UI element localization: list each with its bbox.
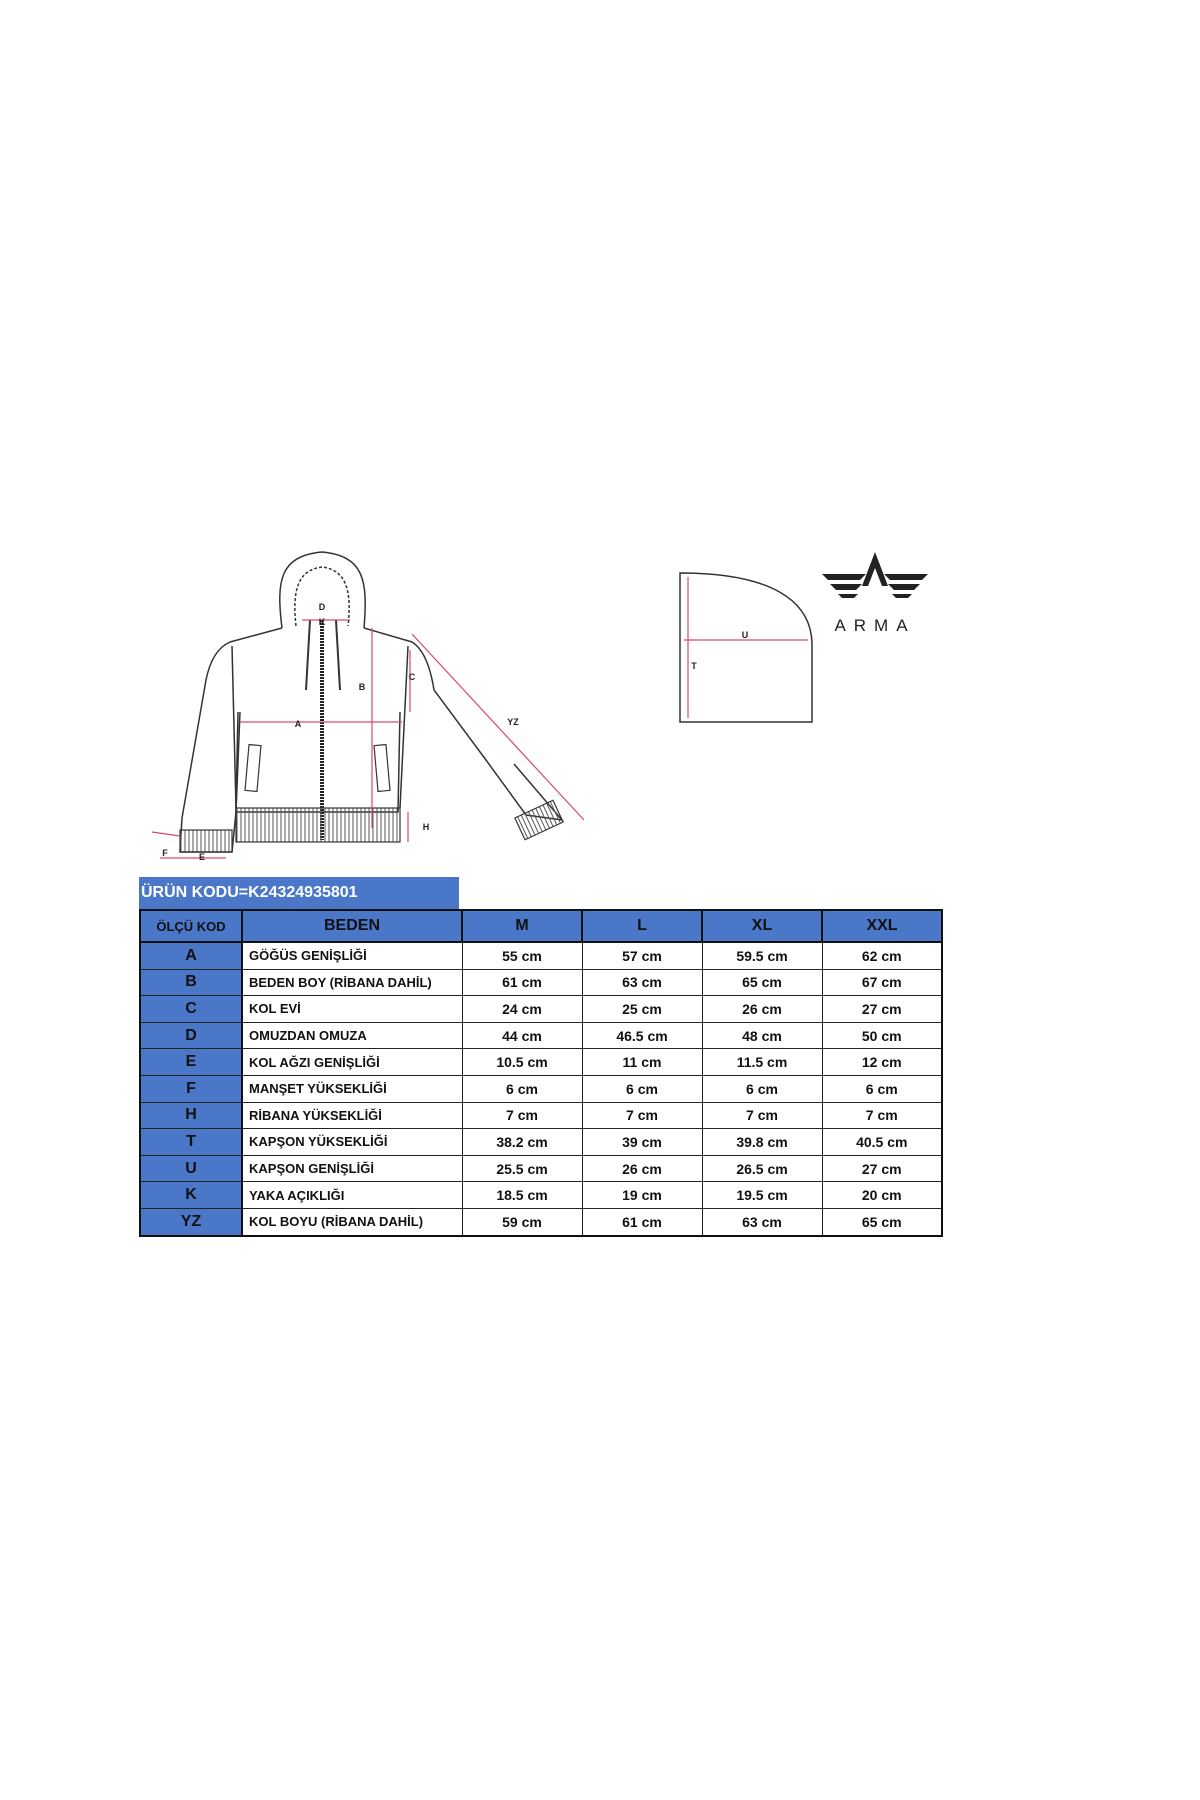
arma-wings-icon xyxy=(820,548,930,612)
measure-name-cell: OMUZDAN OMUZA xyxy=(242,1022,462,1049)
label-h: H xyxy=(422,822,430,832)
measure-value-cell: 19 cm xyxy=(582,1182,702,1209)
header-size-m: M xyxy=(462,910,582,942)
logo-text: ARMA xyxy=(834,616,916,635)
measure-value-cell: 46.5 cm xyxy=(582,1022,702,1049)
measure-name-cell: GÖĞÜS GENİŞLİĞİ xyxy=(242,942,462,969)
measure-value-cell: 11 cm xyxy=(582,1049,702,1076)
measure-code-cell: D xyxy=(140,1022,242,1049)
hood-flat-diagram xyxy=(680,573,812,722)
measure-code-cell: B xyxy=(140,969,242,996)
measure-code-cell: C xyxy=(140,996,242,1023)
measure-value-cell: 10.5 cm xyxy=(462,1049,582,1076)
left-cuff-rib xyxy=(180,830,232,852)
measure-value-cell: 65 cm xyxy=(822,1208,942,1235)
label-k: K xyxy=(318,617,326,627)
measure-code-cell: U xyxy=(140,1155,242,1182)
measure-value-cell: 26 cm xyxy=(582,1155,702,1182)
measure-value-cell: 12 cm xyxy=(822,1049,942,1076)
measure-value-cell: 25 cm xyxy=(582,996,702,1023)
label-f: F xyxy=(162,848,168,858)
measure-value-cell: 6 cm xyxy=(702,1075,822,1102)
measure-value-cell: 25.5 cm xyxy=(462,1155,582,1182)
measure-value-cell: 39.8 cm xyxy=(702,1129,822,1156)
label-c: C xyxy=(408,672,416,682)
header-olcu-kod: ÖLÇÜ KOD xyxy=(140,910,242,942)
pocket-right xyxy=(374,745,390,792)
drawstring-right xyxy=(336,620,340,690)
measure-value-cell: 7 cm xyxy=(702,1102,822,1129)
measure-value-cell: 7 cm xyxy=(822,1102,942,1129)
measure-value-cell: 57 cm xyxy=(582,942,702,969)
measure-name-cell: KOL BOYU (RİBANA DAHİL) xyxy=(242,1208,462,1235)
label-b: B xyxy=(358,682,366,692)
measure-code-cell: F xyxy=(140,1075,242,1102)
measure-value-cell: 39 cm xyxy=(582,1129,702,1156)
measure-value-cell: 26.5 cm xyxy=(702,1155,822,1182)
hoodie-measurement-diagram xyxy=(0,0,1200,880)
table-row xyxy=(140,969,942,996)
label-u: U xyxy=(741,630,749,640)
pocket-left xyxy=(245,745,261,792)
measure-value-cell: 61 cm xyxy=(582,1208,702,1235)
measure-value-cell: 65 cm xyxy=(702,969,822,996)
table-row xyxy=(140,1155,942,1182)
measure-value-cell: 11.5 cm xyxy=(702,1049,822,1076)
measure-name-cell: MANŞET YÜKSEKLİĞİ xyxy=(242,1075,462,1102)
table-row xyxy=(140,1102,942,1129)
measure-value-cell: 61 cm xyxy=(462,969,582,996)
table-body xyxy=(140,942,942,1236)
measure-value-cell: 38.2 cm xyxy=(462,1129,582,1156)
measure-value-cell: 18.5 cm xyxy=(462,1182,582,1209)
measure-code-cell: H xyxy=(140,1102,242,1129)
measure-value-cell: 67 cm xyxy=(822,969,942,996)
measure-code-cell: A xyxy=(140,942,242,969)
measure-value-cell: 19.5 cm xyxy=(702,1182,822,1209)
table-row xyxy=(140,996,942,1023)
table-row xyxy=(140,942,942,969)
header-size-xl: XL xyxy=(702,910,822,942)
measure-value-cell: 27 cm xyxy=(822,1155,942,1182)
measure-name-cell: YAKA AÇIKLIĞI xyxy=(242,1182,462,1209)
measure-name-cell: KAPŞON GENİŞLİĞİ xyxy=(242,1155,462,1182)
measure-value-cell: 63 cm xyxy=(582,969,702,996)
measure-name-cell: BEDEN BOY (RİBANA DAHİL) xyxy=(242,969,462,996)
header-size-xxl: XXL xyxy=(822,910,942,942)
label-a: A xyxy=(294,719,302,729)
measure-value-cell: 62 cm xyxy=(822,942,942,969)
measure-code-cell: K xyxy=(140,1182,242,1209)
label-e: E xyxy=(198,852,206,862)
arma-logo xyxy=(820,548,930,644)
header-size-l: L xyxy=(582,910,702,942)
measure-value-cell: 55 cm xyxy=(462,942,582,969)
measure-value-cell: 6 cm xyxy=(582,1075,702,1102)
measure-name-cell: KOL EVİ xyxy=(242,996,462,1023)
measure-name-cell: RİBANA YÜKSEKLİĞİ xyxy=(242,1102,462,1129)
drawstring-left xyxy=(306,620,310,690)
measure-value-cell: 7 cm xyxy=(462,1102,582,1129)
measure-value-cell: 20 cm xyxy=(822,1182,942,1209)
table-row xyxy=(140,1075,942,1102)
measure-value-cell: 40.5 cm xyxy=(822,1129,942,1156)
measure-value-cell: 44 cm xyxy=(462,1022,582,1049)
table-row xyxy=(140,1022,942,1049)
measure-value-cell: 7 cm xyxy=(582,1102,702,1129)
label-yz: YZ xyxy=(507,717,519,727)
measure-value-cell: 26 cm xyxy=(702,996,822,1023)
table-row xyxy=(140,1129,942,1156)
hem-rib xyxy=(236,808,400,842)
measure-value-cell: 6 cm xyxy=(822,1075,942,1102)
table-row xyxy=(140,1208,942,1235)
measure-value-cell: 6 cm xyxy=(462,1075,582,1102)
size-table xyxy=(139,909,943,1237)
measure-name-cell: KOL AĞZI GENİŞLİĞİ xyxy=(242,1049,462,1076)
measure-code-cell: YZ xyxy=(140,1208,242,1235)
measure-code-cell: E xyxy=(140,1049,242,1076)
label-t: T xyxy=(691,661,697,671)
measure-value-cell: 63 cm xyxy=(702,1208,822,1235)
measure-name-cell: KAPŞON YÜKSEKLİĞİ xyxy=(242,1129,462,1156)
measure-value-cell: 24 cm xyxy=(462,996,582,1023)
measure-value-cell: 59.5 cm xyxy=(702,942,822,969)
right-cuff-rib xyxy=(515,800,563,840)
table-header-row xyxy=(140,910,942,942)
measure-value-cell: 50 cm xyxy=(822,1022,942,1049)
header-beden: BEDEN xyxy=(242,910,462,942)
measure-value-cell: 59 cm xyxy=(462,1208,582,1235)
measure-value-cell: 48 cm xyxy=(702,1022,822,1049)
table-row xyxy=(140,1049,942,1076)
label-d: D xyxy=(318,602,326,612)
table-row xyxy=(140,1182,942,1209)
measure-code-cell: T xyxy=(140,1129,242,1156)
measure-value-cell: 27 cm xyxy=(822,996,942,1023)
product-code: ÜRÜN KODU=K24324935801 xyxy=(139,877,459,909)
